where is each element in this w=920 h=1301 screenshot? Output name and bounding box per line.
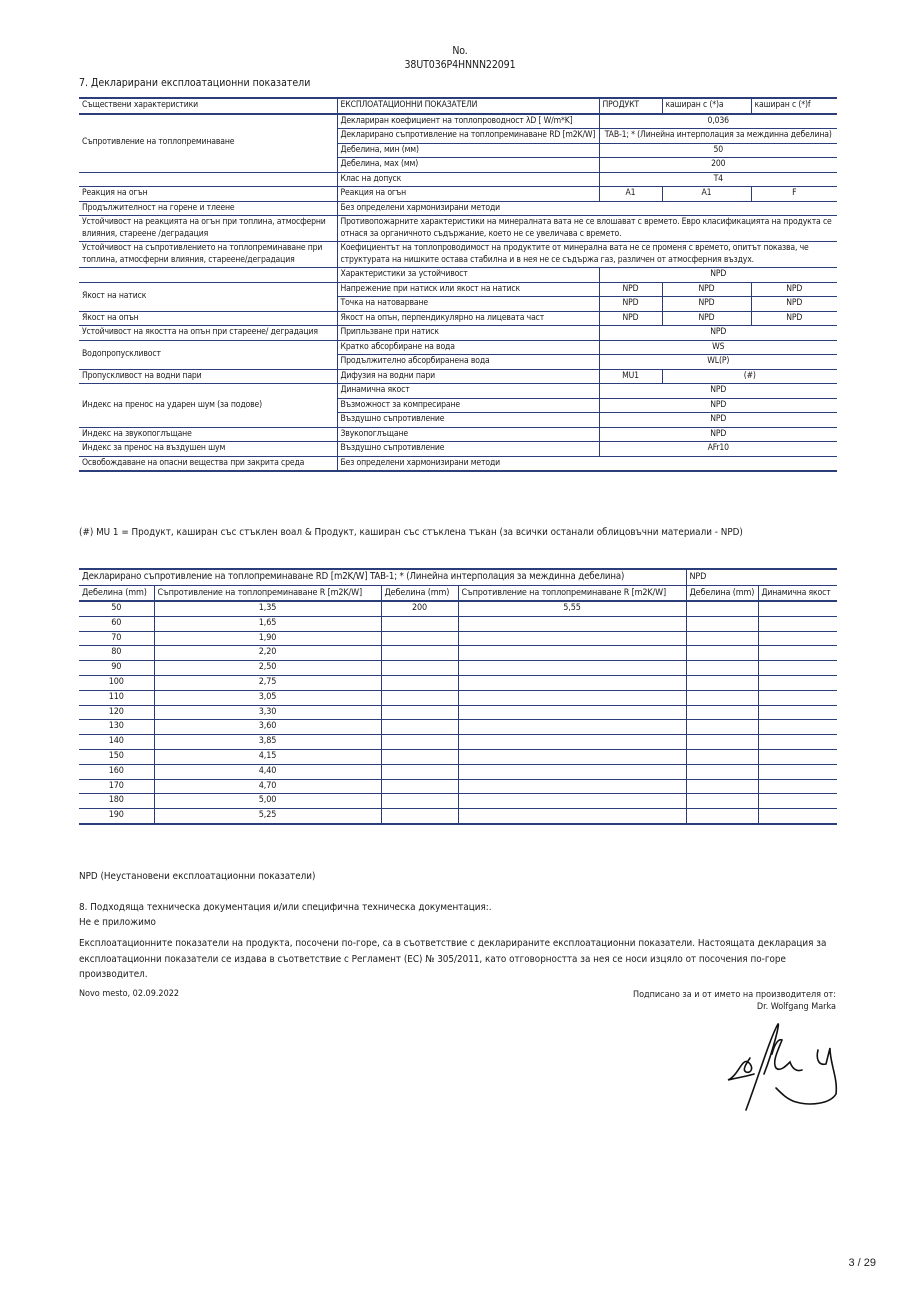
table-row — [79, 427, 837, 442]
table-cell — [381, 794, 458, 809]
table-cell — [458, 690, 686, 705]
value-cell: 50 — [599, 143, 837, 158]
perf-cell: Напрежение при натиск или якост на натиск — [337, 282, 599, 297]
table-cell — [458, 809, 686, 824]
section-8-title: 8. Подходяща техническа документация и/или специфична техническа документация:. — [79, 902, 492, 913]
table-cell — [686, 720, 758, 735]
perf-cell: Динамична якост — [337, 384, 599, 399]
table-cell — [758, 720, 837, 735]
value-cell: NPD — [599, 268, 837, 283]
col-header: Дебелина (mm) — [686, 585, 758, 601]
col-header: каширан с (*)f — [751, 98, 837, 114]
perf-cell: Якост на опън, перпендикулярно на лицевата част — [337, 311, 599, 326]
perf-cell: Кратко абсорбиране на вода — [337, 340, 599, 355]
char-cell — [79, 268, 337, 283]
table-cell — [458, 779, 686, 794]
value-cell: NPD — [751, 311, 837, 326]
table-row — [79, 764, 837, 779]
table-cell — [458, 631, 686, 646]
table-row — [79, 661, 837, 676]
section-7-title: 7. Декларирани експлоатационни показатели — [79, 77, 311, 89]
table-cell: 130 — [79, 720, 154, 735]
table-cell — [686, 690, 758, 705]
table-cell — [458, 720, 686, 735]
table-cell — [458, 646, 686, 661]
table-row — [79, 735, 837, 750]
table-row — [79, 282, 837, 297]
value-cell: WS — [599, 340, 837, 355]
table-cell: 1,65 — [154, 616, 381, 631]
table-row — [79, 369, 837, 384]
table-cell — [381, 735, 458, 750]
value-cell: NPD — [751, 297, 837, 312]
value-cell: NPD — [599, 297, 662, 312]
perf-cell: Припльзване при натиск — [337, 326, 599, 341]
table-cell — [758, 601, 837, 616]
perf-cell: Реакция на огън — [337, 187, 599, 202]
perf-cell: Възможност за компресиране — [337, 398, 599, 413]
table-cell — [686, 809, 758, 824]
signer-name: Dr. Wolfgang Marka — [756, 1002, 836, 1012]
table-row — [79, 340, 837, 355]
perf-cell: Продължително абсорбиранена вода — [337, 355, 599, 370]
col-header: ЕКСПЛОАТАЦИОННИ ПОКАЗАТЕЛИ — [337, 98, 599, 114]
char-cell — [79, 172, 337, 187]
value-cell: F — [751, 187, 837, 202]
table-cell — [758, 794, 837, 809]
table-row — [79, 311, 837, 326]
table-cell: 5,00 — [154, 794, 381, 809]
declaration-text: Експлоатационните показатели на продукта, посочени по-горе, са в съответствие с декларираните експлоатационни показатели. Настоящата декларация за експлоатационни показатели се издава в съответствие с Регламент (ЕС) № 305/2011, като отговорността за нея се носи изцяло от посочения по-горе производител. — [79, 938, 827, 980]
value-cell: NPD — [662, 311, 751, 326]
table-cell — [381, 705, 458, 720]
table-cell: 4,40 — [154, 764, 381, 779]
tab1-title: Декларирано съпротивление на топлопреминаване RD [m2K/W] TAB-1; * (Линейна интерполация за междинна дебелина) — [79, 569, 686, 585]
table-row — [79, 268, 837, 283]
char-cell: Якост на опън — [79, 311, 337, 326]
table-cell — [381, 661, 458, 676]
table-cell — [381, 631, 458, 646]
col-header: ПРОДУКТ — [599, 98, 662, 114]
table-cell — [381, 690, 458, 705]
perf-cell: Противопожарните характеристики на минералната вата не се влошават с времето. Евро класификацията на продукта се отнася за органичното съдържание, което не се увеличава с времето. — [337, 216, 837, 242]
perf-cell: Декларирано съпротивление на топлопреминаване RD [m2K/W] — [337, 129, 599, 144]
table-cell: 140 — [79, 735, 154, 750]
table-row — [79, 631, 837, 646]
value-cell: (#) — [662, 369, 837, 384]
table-cell — [758, 675, 837, 690]
perf-cell: Въздушно съпротивление — [337, 413, 599, 428]
value-cell: NPD — [599, 282, 662, 297]
table-cell — [758, 690, 837, 705]
char-cell: Якост на натиск — [79, 282, 337, 311]
table-cell — [381, 779, 458, 794]
char-cell: Реакция на огън — [79, 187, 337, 202]
char-cell: Съпротивление на топлопреминаване — [79, 114, 337, 173]
value-cell: NPD — [599, 384, 837, 399]
mu-footnote: (#) MU 1 = Продукт, каширан със стъклен воал & Продукт, каширан със стъклена тъкан (за всички останали облицовъчни материали - NPD) — [79, 527, 743, 538]
char-cell: Продължителност на горене и тлеене — [79, 201, 337, 216]
table-row — [79, 646, 837, 661]
table-cell — [458, 616, 686, 631]
table-row — [79, 114, 837, 129]
table-cell — [758, 749, 837, 764]
doc-no-label: No. — [452, 45, 468, 57]
table-cell: 60 — [79, 616, 154, 631]
table-cell — [458, 705, 686, 720]
table-header-row — [79, 585, 837, 601]
table-cell — [686, 794, 758, 809]
table-cell: 1,35 — [154, 601, 381, 616]
perf-cell: Без определени хармонизирани методи — [337, 456, 837, 471]
value-cell: A1 — [599, 187, 662, 202]
value-cell: 200 — [599, 158, 837, 173]
char-cell: Устойчивост на съпротивлението на топлопреминаване при топлина, атмосферни влияния, стареене/деградация — [79, 242, 337, 268]
table-cell — [686, 764, 758, 779]
value-cell: NPD — [599, 413, 837, 428]
table-row — [79, 242, 837, 268]
doc-number: 38UT036P4HNNN22091 — [404, 59, 516, 71]
value-cell: WL(P) — [599, 355, 837, 370]
perf-cell: Деклариран коефициент на топлопроводност λD [ W/m*K] — [337, 114, 599, 129]
char-cell: Устойчивост на якостта на опън при стареене/ деградация — [79, 326, 337, 341]
table-cell: 90 — [79, 661, 154, 676]
value-cell: TAB-1; * (Линейна интерполация за междинна дебелина) — [599, 129, 837, 144]
table-row — [79, 456, 837, 471]
table-cell — [686, 601, 758, 616]
table-cell — [381, 646, 458, 661]
table-cell — [458, 735, 686, 750]
table-cell — [758, 735, 837, 750]
col-header: Дебелина (mm) — [381, 585, 458, 601]
table-row — [79, 720, 837, 735]
table-cell — [758, 646, 837, 661]
char-cell: Индекс на звукопоглъщане — [79, 427, 337, 442]
col-header: Съпротивление на топлопреминаване R [m2K/W] — [154, 585, 381, 601]
place-date: Novo mesto, 02.09.2022 — [79, 989, 180, 999]
table-cell: 2,20 — [154, 646, 381, 661]
table-cell — [758, 631, 837, 646]
table-cell: 5,55 — [458, 601, 686, 616]
table-cell — [686, 661, 758, 676]
table-cell — [758, 705, 837, 720]
table-cell: 2,75 — [154, 675, 381, 690]
page-number: 3 / 29 — [848, 1257, 876, 1269]
perf-cell: Без определени хармонизирани методи — [337, 201, 837, 216]
table-row — [79, 794, 837, 809]
table-row — [79, 616, 837, 631]
section-8-value: Не е приложимо — [79, 917, 156, 928]
col-header: Динамична якост — [758, 585, 837, 601]
value-cell: NPD — [599, 311, 662, 326]
table-cell: 3,05 — [154, 690, 381, 705]
table-row — [79, 172, 837, 187]
table-row — [79, 216, 837, 242]
char-cell: Индекс за пренос на въздушен шум — [79, 442, 337, 457]
table-cell — [758, 616, 837, 631]
perf-cell: Клас на допуск — [337, 172, 599, 187]
performance-table — [79, 97, 837, 472]
table-row — [79, 442, 837, 457]
tab1-body — [79, 601, 837, 824]
value-cell: 0,036 — [599, 114, 837, 129]
table-cell: 50 — [79, 601, 154, 616]
table-cell: 1,90 — [154, 631, 381, 646]
tab1-npd: NPD — [686, 569, 837, 585]
value-cell: NPD — [599, 398, 837, 413]
signature-image — [718, 1018, 843, 1113]
perf-cell: Дифузия на водни пари — [337, 369, 599, 384]
table-row — [79, 201, 837, 216]
char-cell: Освобождаване на опасни вещества при закрита среда — [79, 456, 337, 471]
table-cell: 4,70 — [154, 779, 381, 794]
table-row — [79, 690, 837, 705]
col-header: Дебелина (mm) — [79, 585, 154, 601]
perf-cell: Звукопоглъщане — [337, 427, 599, 442]
perf-cell: Дебелина, мах (мм) — [337, 158, 599, 173]
table-cell — [686, 675, 758, 690]
table-cell — [381, 749, 458, 764]
value-cell: NPD — [599, 427, 837, 442]
table-cell — [381, 809, 458, 824]
table-cell — [381, 616, 458, 631]
table-cell — [458, 794, 686, 809]
table-cell: 4,15 — [154, 749, 381, 764]
table-cell: 170 — [79, 779, 154, 794]
table-cell: 5,25 — [154, 809, 381, 824]
table-cell: 100 — [79, 675, 154, 690]
col-header: Съществени характеристики — [79, 98, 337, 114]
value-cell: T4 — [599, 172, 837, 187]
table-cell: 3,30 — [154, 705, 381, 720]
table-cell — [381, 675, 458, 690]
char-cell: Водопропускливост — [79, 340, 337, 369]
col-header: каширан с (*)a — [662, 98, 751, 114]
table-cell: 3,60 — [154, 720, 381, 735]
table-row — [79, 187, 837, 202]
table-row — [79, 601, 837, 616]
table-cell — [381, 720, 458, 735]
table-cell — [686, 646, 758, 661]
table-row — [79, 749, 837, 764]
table-cell: 2,50 — [154, 661, 381, 676]
perf-cell: Характеристики за устойчивост — [337, 268, 599, 283]
value-cell: NPD — [751, 282, 837, 297]
table-row — [79, 705, 837, 720]
table-cell — [458, 661, 686, 676]
tab1-resistance-table — [79, 568, 837, 825]
table-cell: 160 — [79, 764, 154, 779]
table-cell: 190 — [79, 809, 154, 824]
table-cell — [458, 749, 686, 764]
table-cell — [686, 735, 758, 750]
table-cell — [758, 661, 837, 676]
table-cell — [686, 616, 758, 631]
col-header: Съпротивление на топлопреминаване R [m2K/W] — [458, 585, 686, 601]
table-cell — [686, 705, 758, 720]
value-cell: NPD — [662, 282, 751, 297]
value-cell: NPD — [662, 297, 751, 312]
char-cell: Пропускливост на водни пари — [79, 369, 337, 384]
table-row — [79, 809, 837, 824]
char-cell: Устойчивост на реакцията на огън при топлина, атмосферни влияния, стареене /деградация — [79, 216, 337, 242]
table-cell — [381, 764, 458, 779]
table-cell: 80 — [79, 646, 154, 661]
table-cell: 200 — [381, 601, 458, 616]
value-cell: MU1 — [599, 369, 662, 384]
table-row — [79, 779, 837, 794]
table-cell: 110 — [79, 690, 154, 705]
table-cell: 70 — [79, 631, 154, 646]
table-cell — [458, 675, 686, 690]
value-cell: A1 — [662, 187, 751, 202]
table-cell: 120 — [79, 705, 154, 720]
table-cell — [758, 809, 837, 824]
tab1-title-row — [79, 569, 837, 585]
table-cell: 3,85 — [154, 735, 381, 750]
value-cell: NPD — [599, 326, 837, 341]
perf-cell: Точка на натоварване — [337, 297, 599, 312]
perf-cell: Коефициентът на топлопроводимост на продуктите от минерална вата не се променя с времето, опитът показва, че структурата на нишките остава стабилна и в нея не се съдържа газ, различен от атмосферния въздух. — [337, 242, 837, 268]
perf-cell: Дебелина, мин (мм) — [337, 143, 599, 158]
table-cell — [686, 631, 758, 646]
npd-note: NPD (Неустановени експлоатационни показатели) — [79, 871, 316, 882]
table-cell — [686, 779, 758, 794]
table-cell — [758, 764, 837, 779]
table-cell — [758, 779, 837, 794]
table-header-row — [79, 98, 837, 114]
table-cell: 180 — [79, 794, 154, 809]
table-row — [79, 384, 837, 399]
table-row — [79, 675, 837, 690]
table-cell — [458, 764, 686, 779]
table-cell — [686, 749, 758, 764]
table-cell: 150 — [79, 749, 154, 764]
char-cell: Индекс на пренос на ударен шум (за подове) — [79, 384, 337, 428]
signed-for-label: Подписано за и от името на производителя от: — [632, 990, 836, 1000]
perf-cell: Въздушно съпротивление — [337, 442, 599, 457]
value-cell: AFr10 — [599, 442, 837, 457]
table-row — [79, 326, 837, 341]
